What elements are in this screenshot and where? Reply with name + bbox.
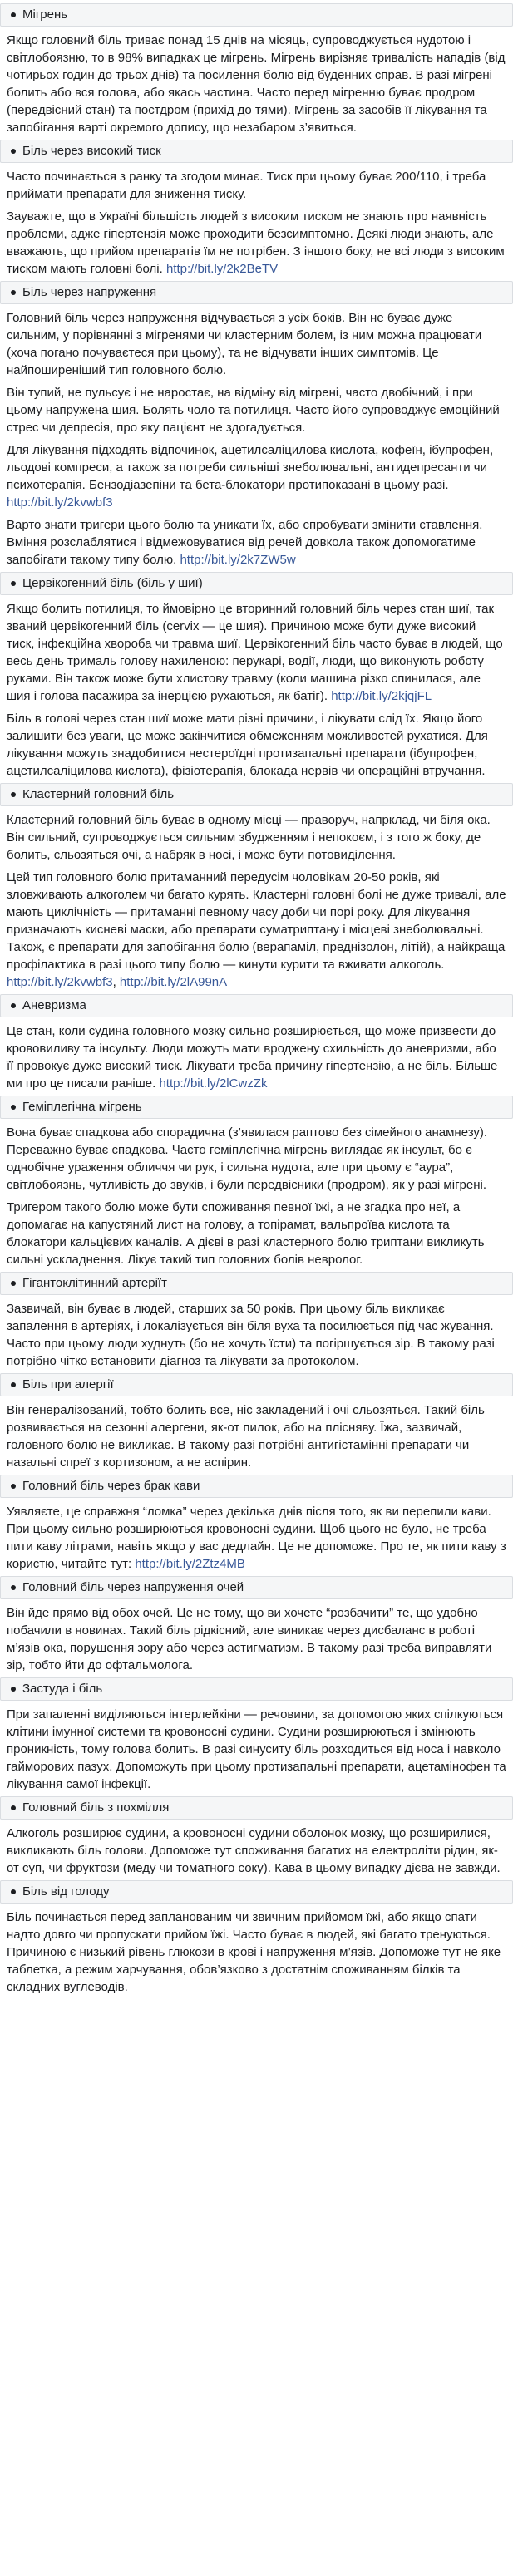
paragraph-text: Тригером такого болю може бути споживання певної їжі, а не згадка про неї, а допомагає на капустяний лист на голову, а топірамат, вальпроїва кислота та блокатори кальцієвих каналів. А дієві в разі кластерного болю триптани викликуть сильні ускладнення. Лікує такий тип головних болів невролог. bbox=[7, 1200, 485, 1267]
section-header bbox=[0, 3, 513, 27]
section-title: Біль через напруження bbox=[22, 285, 157, 299]
section-title: Гігантоклітинний артеріїт bbox=[22, 1276, 167, 1290]
paragraph-text: Зауважте, що в Україні більшість людей з високим тиском не знають про наявність проблеми, адже гіпертензія може проходити безсимптомно. Деякі люди знають, але вважають, що прийом препаратів їм не потрібен. З іншого боку, не всі люди з високим тиском мають головні болі. bbox=[7, 209, 505, 276]
bullet-icon bbox=[11, 1105, 16, 1110]
article-section bbox=[0, 994, 513, 1092]
section-header bbox=[0, 1096, 513, 1119]
article-section bbox=[0, 1272, 513, 1370]
article-section bbox=[0, 1576, 513, 1674]
paragraph bbox=[0, 208, 513, 278]
section-title: Аневризма bbox=[22, 998, 86, 1012]
paragraph bbox=[0, 811, 513, 864]
paragraph bbox=[0, 168, 513, 203]
section-header bbox=[0, 1373, 513, 1396]
section-title: Цервікогенний біль (біль у шиї) bbox=[22, 576, 203, 590]
article-section bbox=[0, 1677, 513, 1793]
paragraph-text: Цей тип головного болю притаманний передусім чоловікам 20-50 років, які зловживають алкоголем чи багато курять. Кластерні головні болі не дуже тривалі, але мають циклічність — притаманні певному часу доби чи порі року. Для лікування призначають кисневі маски, або препарати суматриптану і місцеві знеболювальні. Також, є препарати для запобігання болю (верапаміл, преднізолон, літій), а найкраща профілактика в разі цього типу болю — кинути курити та вживати алкоголь. bbox=[7, 870, 506, 972]
paragraph bbox=[0, 1124, 513, 1194]
bullet-icon bbox=[11, 1585, 16, 1590]
bullet-icon bbox=[11, 1281, 16, 1286]
section-header bbox=[0, 1796, 513, 1820]
paragraph bbox=[0, 710, 513, 780]
section-title: Геміплегічна мігрень bbox=[22, 1100, 142, 1114]
section-header bbox=[0, 281, 513, 304]
article-section bbox=[0, 1096, 513, 1268]
section-title: Головний біль з похмілля bbox=[22, 1800, 170, 1815]
bullet-icon bbox=[11, 792, 16, 797]
paragraph bbox=[0, 1401, 513, 1471]
bullet-icon bbox=[11, 290, 16, 295]
source-link[interactable]: http://bit.ly/2kvwbf3 bbox=[7, 975, 113, 989]
paragraph: Цей тип головного болю притаманний передусім чоловікам 20-50 років, які зловживають алкоголем чи багато курять. Кластерні головні болі не дуже тривалі, але мають циклічність — притаманні певному часу доби чи порі року. Для лікування призначають кисневі маски, або препарати суматриптану і місцеві знеболювальні. Також, є препарати для запобігання болю (верапаміл, преднізолон, літій), а найкраща профілактика в разі цього типу болю — кинути курити та вживати алкоголь. http://bit.ly/2kvwbf3, http://bit.ly/2lA99nA bbox=[7, 870, 506, 989]
section-header bbox=[0, 572, 513, 595]
paragraph-text: При запаленні виділяються інтерлейкіни — речовини, за допомогою яких спілкуються клітини імунної системи та кровоносні судини. Судини розширюються і змінюють проникність, тому голова болить. В разі синуситу біль розходиться від носа і навколо гайморових пазух. Допоможуть при цьому протизапальні препарати, ацетамінофен та лікування самої інфекції. bbox=[7, 1707, 506, 1791]
paragraph-text: Часто починається з ранку та згодом минає. Тиск при цьому буває 200/110, і треба приймати препарати для зниження тиску. bbox=[7, 170, 486, 201]
paragraph-text: Для лікування підходять відпочинок, ацетилсаліцилова кислота, кофеїн, ібупрофен, льодові компреси, а також за потреби сильніші знеболювальні, антидепресанти чи психотерапія. Бензодіазепіни та бета-блокатори протипоказані в цьому разі. bbox=[7, 443, 494, 492]
article-section bbox=[0, 572, 513, 780]
paragraph-text: Кластерний головний біль буває в одному місці — праворуч, напрклад, чи біля ока. Він сильний, супроводжується сильним збудженням і непокоєм, і з того ж боку, де болить, сльозяться очі, а набряк в носі, і може бути потовиділення. bbox=[7, 813, 491, 862]
article-section bbox=[0, 281, 513, 569]
source-link[interactable]: http://bit.ly/2k2BeTV bbox=[165, 262, 279, 276]
bullet-icon bbox=[11, 1003, 16, 1008]
section-header bbox=[0, 994, 513, 1017]
bullet-icon bbox=[11, 1484, 16, 1489]
source-link[interactable]: http://bit.ly/2Ztz4MB bbox=[135, 1557, 245, 1571]
section-title: Біль через високий тиск bbox=[22, 144, 161, 158]
section-header bbox=[0, 140, 513, 163]
paragraph-text: Він генералізований, тобто болить все, ніс закладений і очі сльозяться. Такий біль розвивається на сезонні алергени, як-от пилок, або на плісняву. Їжа, зазвичай, головного болю не викликає. В такому разі потрібні антигістамінні препарати чи назальні спреї з кортизоном, а не аспірин. bbox=[7, 1403, 485, 1470]
paragraph bbox=[0, 1706, 513, 1793]
article-section bbox=[0, 3, 513, 136]
section-header bbox=[0, 1272, 513, 1295]
paragraph-text: Біль в голові через стан шиї може мати різні причини, і лікувати слід їх. Якщо його залишити без уваги, це може закінчитися обмеженням можливостей рухатися. Для лікування можуть знадобитися нестероїдні протизапальні препарати (ібупрофен, ацетилсаліцилова кислота), фізіотерапія, блокада нервів чи операційні втручання. bbox=[7, 712, 488, 778]
article-section bbox=[0, 1475, 513, 1573]
paragraph-text: Він йде прямо від обох очей. Це не тому, що ви хочете “розбачити” те, що удобно побачили в новинах. Такий біль рідкісний, але виникає через дисбаланс в роботі м’язів ока, порушення зору або через астигматизм. В такому разі треба виправляти зір, тобто йти до офтальмолога. bbox=[7, 1606, 492, 1672]
paragraph bbox=[0, 600, 513, 705]
section-title: Застуда і біль bbox=[22, 1682, 103, 1696]
section-header bbox=[0, 1576, 513, 1599]
section-title: Головний біль через напруження очей bbox=[22, 1580, 244, 1594]
bullet-icon bbox=[11, 1382, 16, 1387]
paragraph bbox=[0, 441, 513, 511]
bullet-icon bbox=[11, 1889, 16, 1894]
bullet-icon bbox=[11, 149, 16, 154]
paragraph-text: Біль починається перед запланованим чи звичним прийомом їжі, або якщо спати надто довго чи пропускати прийом їжі. Часто буває в людей, які багато тренуються. Причиною є низький рівень глюкози в крові і напруження м’язів. Допоможе тут не яке таблетка, а режим харчування, обов’язково з достатнім споживанням білків та складних вуглеводів. bbox=[7, 1910, 501, 1994]
source-link[interactable]: http://bit.ly/2kvwbf3 bbox=[7, 495, 113, 510]
paragraph-text: Варто знати тригери цього болю та уникати їх, або спробувати змінити ставлення. Вміння розслаблятися і відмежовуватися від речей довкола також допомогатиме запобігати такому типу болю. bbox=[7, 518, 483, 567]
source-link[interactable]: http://bit.ly/2kjqjFL bbox=[331, 689, 432, 703]
article-section bbox=[0, 140, 513, 278]
paragraph bbox=[0, 1909, 513, 1996]
section-title: Кластерний головний біль bbox=[22, 787, 175, 801]
paragraph bbox=[0, 1300, 513, 1370]
source-link[interactable]: http://bit.ly/2k7ZW5w bbox=[180, 553, 296, 567]
section-header bbox=[0, 1475, 513, 1498]
section-header bbox=[0, 1677, 513, 1701]
section-header bbox=[0, 783, 513, 806]
article-section bbox=[0, 783, 513, 991]
section-header bbox=[0, 1880, 513, 1904]
bullet-icon bbox=[11, 581, 16, 586]
paragraph-text: Вона буває спадкова або спорадична (з’явилася раптово без сімейного анамнезу). Переважно буває спадкова. Часто геміплегічна мігрень виглядає як інсульт, бо є однобічне ураження обличчя чи рук, і сильна нудота, але при цьому є “аура”, світлобоязнь, чутливість до звуків, і були передвісники (продром), як у разі мігрені. bbox=[7, 1125, 488, 1192]
bullet-icon bbox=[11, 1687, 16, 1692]
paragraph-text: Головний біль через напруження відчувається з усіх боків. Він не буває дуже сильним, у порівнянні з мігренями чи кластерним болем, із ним можна працювати (хоча погано почуваєтеся при цьому), та не відчувати інших симптомів. Це найпоширеніший тип головного болю. bbox=[7, 311, 482, 377]
paragraph-text: Зазвичай, він буває в людей, старших за 50 років. При цьому біль викликає запалення в артеріях, і локалізується він біля вуха та посилюється під час жування. Часто при цьому люди худнуть (бо не хочуть їсти) та погіршується зір. В такому разі потрібно чітко встановити діагноз та лікувати за протоколом. bbox=[7, 1302, 495, 1368]
section-title: Біль при алергії bbox=[22, 1377, 114, 1391]
article-section bbox=[0, 1880, 513, 1996]
paragraph-text: Уявляєте, це справжня “ломка” через декілька днів після того, як ви перепили кави. При цьому сильно розширюються кровоносні судини. Щоб цього не було, не треба пити каву літрами, навіть якщо у вас дедлайн. Це не допоможе. Про те, як пити каву з користю, читайте тут: bbox=[7, 1505, 506, 1571]
article-body bbox=[0, 3, 513, 1999]
paragraph bbox=[0, 1604, 513, 1674]
section-title: Головний біль через брак кави bbox=[22, 1479, 200, 1493]
section-title: Біль від голоду bbox=[22, 1884, 110, 1899]
article-section bbox=[0, 1373, 513, 1471]
paragraph bbox=[0, 32, 513, 136]
paragraph-text: Якщо болить потилиця, то ймовірно це вторинний головний біль через стан шиї, так званий цервікогенний біль (cervix — це шия). Причиною може бути дуже високий тиск, інфекційна хвороба чи травма шиї. Цервікогенний біль часто буває в людей, що весь день трималь голову нахиленою: перукарі, водії, люди, що виконують роботу руками. Він також може бути хлистову травму (коли машина різко спинилася, але шия і голова пасажира за інерцією рухаються, як батіг). bbox=[7, 602, 503, 703]
paragraph bbox=[0, 309, 513, 379]
paragraph bbox=[0, 1825, 513, 1877]
paragraph-text: Алкоголь розширює судини, а кровоносні судини оболонок мозку, що розширилися, викликають біль голови. Допоможе тут споживання багатих на електроліти рідин, як-от суп, чи фруктози (меду чи томатного соку). Кава в цьому випадку дієва не завжди. bbox=[7, 1826, 501, 1875]
paragraph bbox=[0, 1022, 513, 1092]
paragraph bbox=[0, 516, 513, 569]
source-link[interactable]: http://bit.ly/2lA99nA bbox=[119, 975, 228, 989]
paragraph bbox=[0, 1503, 513, 1573]
paragraph-text: Це стан, коли судина головного мозку сильно розширюється, що може призвести до крововиливу та інсульту. Люди можуть мати вроджену схильність до аневризми, або її провокує дуже високий тиск. Лікувати треба причину гіпертензію, а не біль. Більше ми про це писали раніше. bbox=[7, 1024, 498, 1091]
paragraph-text: Він тупий, не пульсує і не наростає, на відміну від мігрені, часто двобічний, і при цьому напружена шия. Болять чоло та потилиця. Часто його супроводжує емоційний стрес чи депресія, про яку пацієнт не здогадується. bbox=[7, 386, 500, 435]
bullet-icon bbox=[11, 12, 16, 17]
source-link[interactable]: http://bit.ly/2lCwzZk bbox=[159, 1076, 268, 1091]
section-title: Мігрень bbox=[22, 7, 68, 22]
article-section bbox=[0, 1796, 513, 1877]
paragraph-text: Якщо головний біль триває понад 15 днів на місяць, супроводжується нудотою і світлобоязню, то в 98% випадках це мігрень. Мігрень вирізняє тривалість нападів (від чотирьох годин до трьох днів) та посилення болю від буденних справ. В разі мігрені болить або вся голова, або якась частина. Часто перед мігренню буває продром (передвісний стан) та постдром (прихід до тями). Мігрень за засобів її лікування та запобігання варті окремого допису, що незабаром з’явиться. bbox=[7, 33, 506, 135]
bullet-icon bbox=[11, 1805, 16, 1810]
paragraph bbox=[0, 384, 513, 436]
paragraph bbox=[0, 1199, 513, 1268]
